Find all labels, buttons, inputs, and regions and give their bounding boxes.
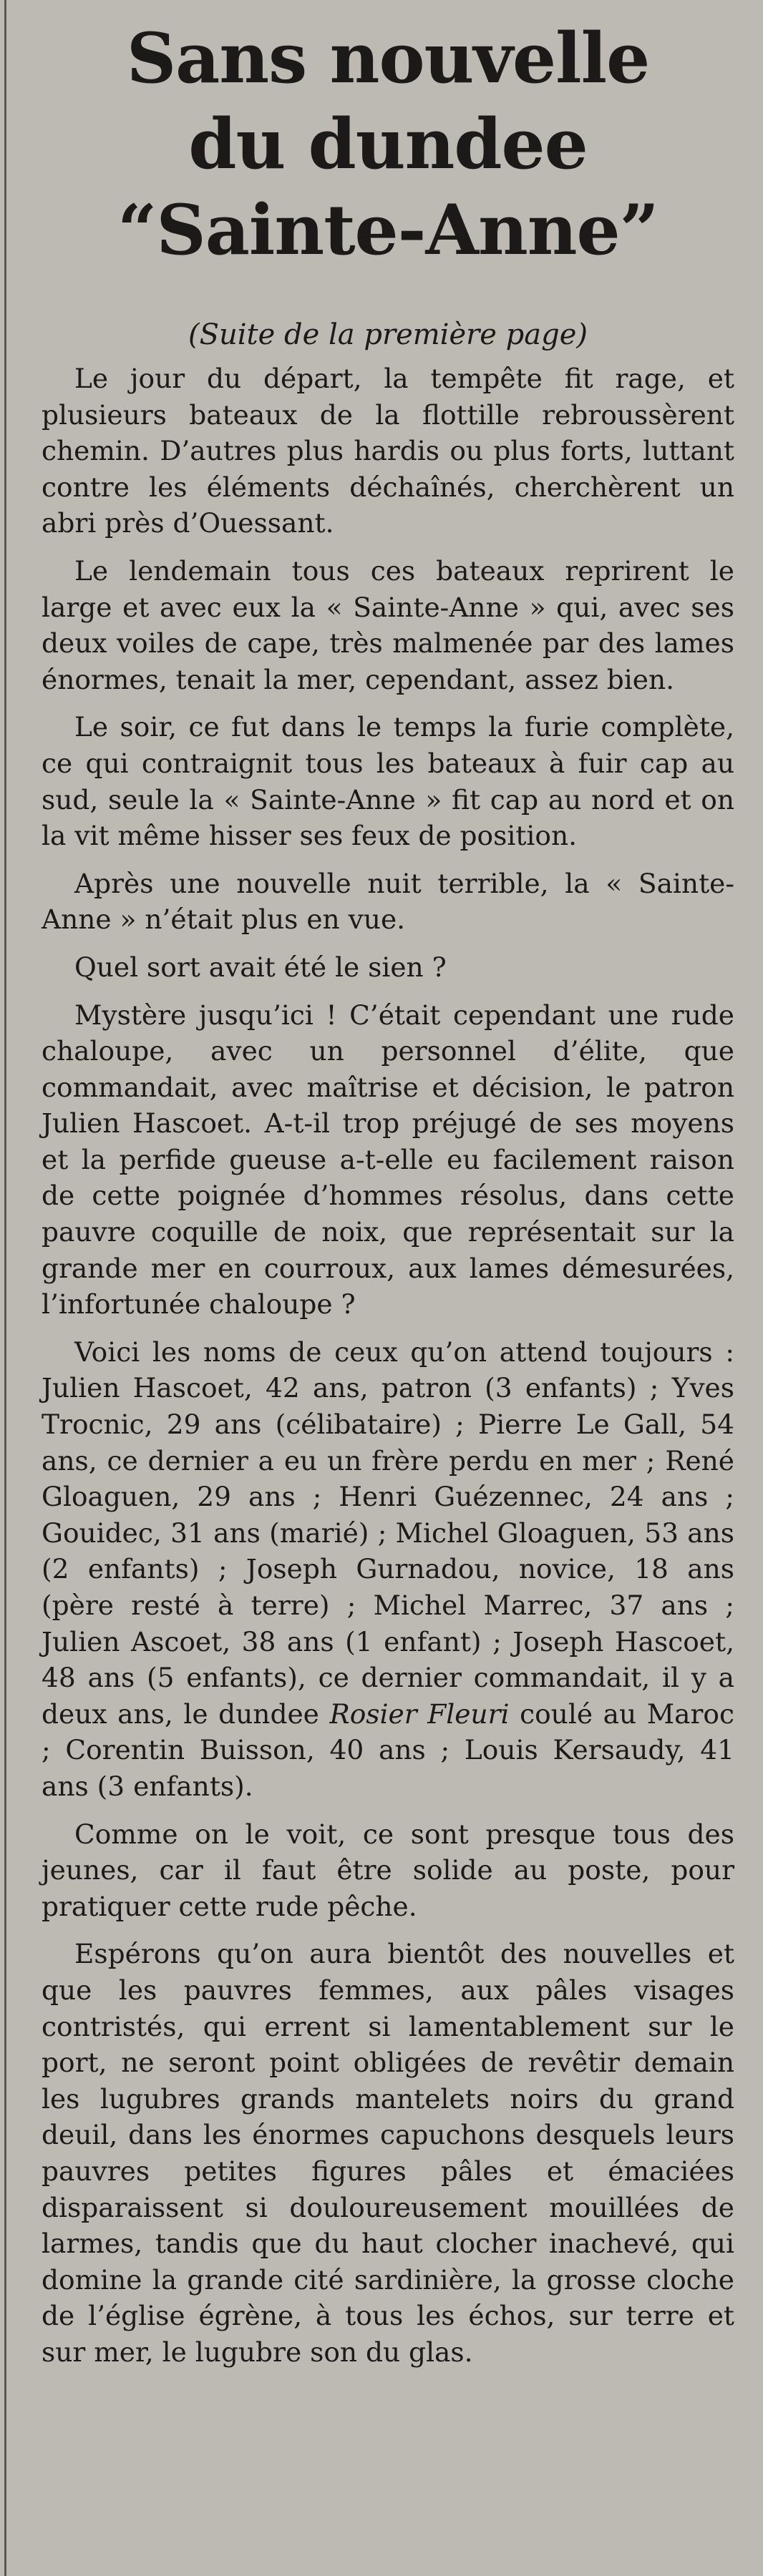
paragraph-next-day: Le lendemain tous ces bateaux reprirent le large et avec eux la « Sainte-Anne » qui, avec ses deux voiles de cape, très malmenée par des lames énormes, tenait la mer, cependant, assez bien. bbox=[42, 554, 734, 695]
paragraph-departure: Le jour du départ, la tempête fit rage, et plusieurs bateaux de la flottille rebroussèrent chemin. D’autres plus hardis ou plus forts, luttant contre les éléments déchaînés, cherchèrent un abri près d’Ouessant. bbox=[42, 363, 734, 539]
paragraph-evening: Le soir, ce fut dans le temps la furie complète, ce qui contraignit tous les bateaux à fuir cap au sud, seule la « Sainte-Anne » fit cap au nord et on la vit même hisser ses feux de position. bbox=[42, 711, 734, 852]
crew-list-text-end: coulé au Maroc ; Corentin Buisson, 40 ans ; Louis Kersaudy, 41 ans (3 enfants). bbox=[42, 1698, 734, 1802]
column-rule bbox=[4, 0, 6, 2576]
paragraph-young-crew: Comme on le voit, ce sont presque tous des jeunes, car il faut être solide au poste, pour pratiquer cette rude pêche. bbox=[42, 1818, 734, 1922]
headline-line-3: “Sainte-Anne” bbox=[117, 190, 658, 270]
continuation-note: (Suite de la première page) bbox=[188, 318, 588, 351]
paragraph-hope: Espérons qu’on aura bientôt des nouvelles et que les pauvres femmes, aux pâles visages contristés, qui errent si lamentablement sur le port, ne seront point obligées de revêtir demain les lugubres grands mantelets noirs du grand deuil, dans les énormes capuchons desquels leurs pauvres petites figures pâles et émaciées disparaissent si douloureusement mouillées de larmes, tandis que du haut clocher inachevé, qui domine la grande cité sardinière, la grosse cloche de l’église égrène, à tous les échos, sur terre et sur mer, le lugubre son du glas. bbox=[42, 1938, 734, 2368]
paragraph-night: Après une nouvelle nuit terrible, la « Sainte-Anne » n’était plus en vue. bbox=[42, 867, 734, 936]
headline-line-2: du dundee bbox=[188, 104, 588, 185]
headline bbox=[42, 16, 734, 273]
article-body bbox=[42, 361, 734, 2370]
headline-line-1: Sans nouvelle bbox=[126, 18, 650, 99]
crew-list-text: Voici les noms de ceux qu’on attend toujours : Julien Hascoet, 42 ans, patron (3 enfants) ; Yves Trocnic, 29 ans (célibataire) ; Pierre Le Gall, 54 ans, ce dernier a eu un frère perdu en mer ; René Gloaguen, 29 ans ; Henri Guézennec, 24 ans ; Gouidec, 31 ans (marié) ; Michel Gloaguen, 53 ans (2 enfants) ; Joseph Gurnadou, novice, 18 ans (père resté à terre) ; Michel Marrec, 37 ans ; Julien Ascoet, 38 ans (1 enfant) ; Joseph Hascoet, 48 ans (5 enfants), ce dernier commandait, il y a deux ans, le dundee bbox=[42, 1336, 734, 1730]
paragraph-mystery: Mystère jusqu’ici ! C’était cependant une rude chaloupe, avec un personnel d’élite, que commandait, avec maîtrise et décision, le patron Julien Hascoet. A-t-il trop préjugé de ses moyens et la perfide gueuse a-t-elle eu facilement raison de cette poignée d’hommes résolus, dans cette pauvre coquille de noix, que représentait sur la grande mer en courroux, aux lames démesurées, l’infortunée chaloupe ? bbox=[42, 999, 734, 1321]
paragraph-crew-list bbox=[42, 1334, 734, 1805]
boat-name: Rosier Fleuri bbox=[329, 1698, 510, 1730]
paragraph-question: Quel sort avait été le sien ? bbox=[74, 951, 447, 983]
